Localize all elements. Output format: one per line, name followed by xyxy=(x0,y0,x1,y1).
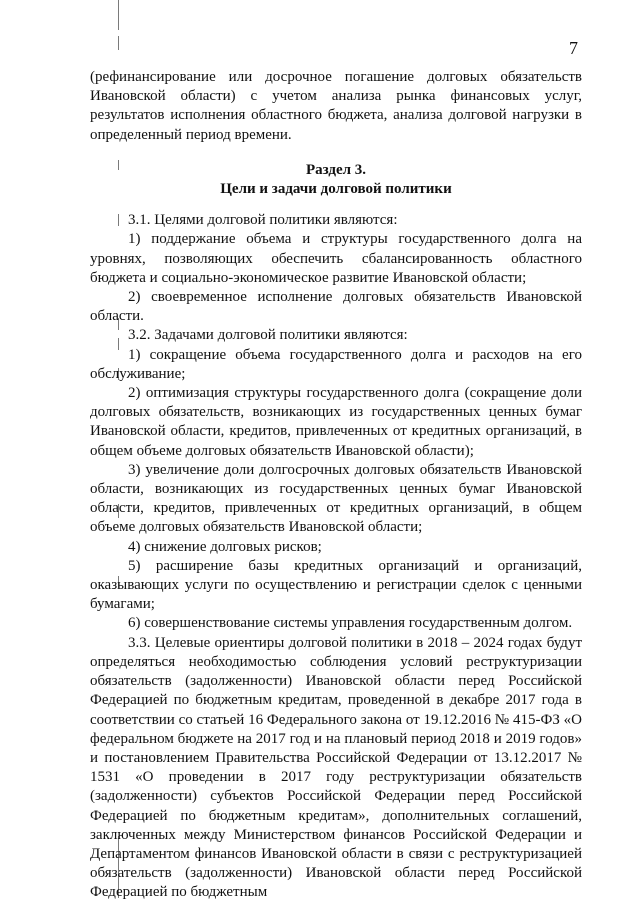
paragraph-3-3: 3.3. Целевые ориентиры долговой политики в 2018 – 2024 годах будут определяться необходимостью соблюдения условий реструктуризации обязательств (задолженности) Ивановской области перед Российской Федерацией по бюджетным кредитам, проведенной в декабре 2017 года в соответствии со статьей 16 Федерального закона от 19.12.2016 № 415-ФЗ «О федеральном бюджете на 2017 год и на плановый период 2018 и 2019 годов» и постановлением Правительства Российской Федерации от 13.12.2017 № 1531 «О проведении в 2017 году реструктуризации обязательств (задолженности) субъектов Российской Федерации перед Российской Федерацией по бюджетным кредитам», дополнительных соглашений, заключенных между Министерством финансов Российской Федерации и Департаментом финансов Ивановской области в связи с реструктуризацией обязательств (задолженности) Ивановской области перед Российской Федерацией по бюджетным xyxy=(90,634,582,901)
task-4: 4) снижение долговых рисков; xyxy=(128,538,322,555)
document-body xyxy=(90,68,582,903)
goal-1: 1) поддержание объема и структуры государственного долга на уровнях, позволяющих обеспечить сбалансированность областного бюджета и социально-экономическое развитие Ивановской области; xyxy=(90,231,582,286)
scan-margin-mark xyxy=(118,0,119,30)
task-2: 2) оптимизация структуры государственного долга (сокращение доли долговых обязательств, возникающих из государственных ценных бумаг Ивановской области, кредитов, привлеченных от кредитных организаций, в общем объеме долговых обязательств Ивановской области); xyxy=(90,385,582,459)
page-number: 7 xyxy=(569,38,578,58)
paragraph-3-1: 3.1. Целями долговой политики являются: xyxy=(128,212,398,229)
task-6: 6) совершенствование системы управления государственным долгом. xyxy=(128,615,573,632)
task-5: 5) расширение базы кредитных организаций и организаций, оказывающих услуги по осуществлению и регистрации сделок с ценными бумагами; xyxy=(90,557,582,613)
task-3: 3) увеличение доли долгосрочных долговых обязательств Ивановской области, возникающих из государственных ценных бумаг Ивановской области, кредитов, привлеченных от кредитных организаций, в общем объеме долговых обязательств Ивановской области; xyxy=(90,461,582,536)
goal-2: 2) своевременное исполнение долговых обязательств Ивановской области. xyxy=(90,289,582,325)
task-1: 1) сокращение объема государственного долга и расходов на его обслуживание; xyxy=(90,346,582,382)
intro-paragraph: (рефинансирование или досрочное погашение долговых обязательств Ивановской области) с учетом анализа рынка финансовых услуг, результатов исполнения областного бюджета, анализа долговой нагрузки в определенный период времени. xyxy=(90,69,582,143)
section-number: Раздел 3. xyxy=(305,161,367,178)
section-title: Цели и задачи долговой политики xyxy=(220,181,452,198)
scan-margin-mark xyxy=(118,36,119,50)
paragraph-3-2: 3.2. Задачами долговой политики являются: xyxy=(128,327,408,344)
